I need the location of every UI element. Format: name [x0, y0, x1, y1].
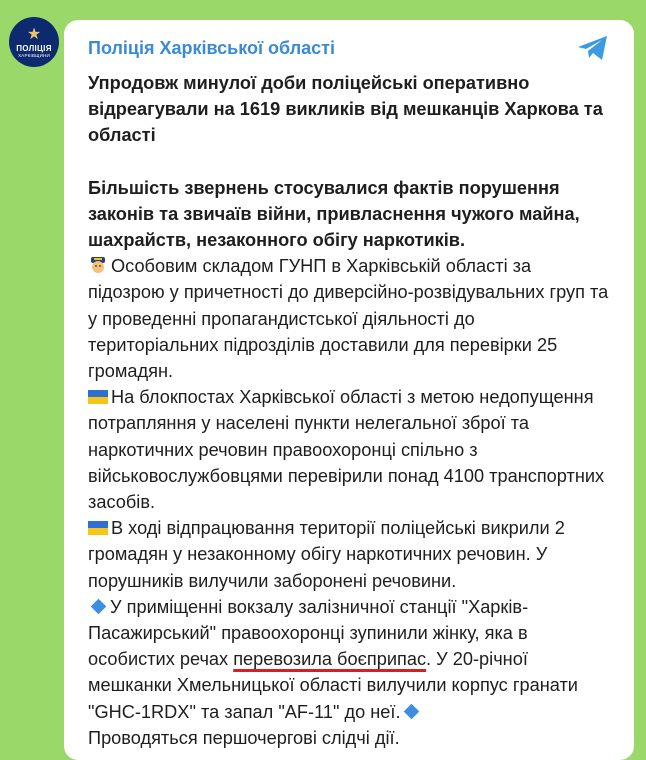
- window-edge: [636, 0, 646, 737]
- paragraph-4-start: У приміщенні вокзалу залізничної станції "Харків-Пасажирський" правоохоронці зупинили жінку, яка в особистих речах: [88, 596, 529, 670]
- police-star-icon: ★: [26, 25, 42, 43]
- paragraph-2-text: На блокпостах Харківської області з метою недопущення потрапляння у населені пункти нелегальної зброї та наркотичних речовин правоохоронці спільно з військовослужбовцями перевірили понад 4100 транспортних засобів.: [88, 387, 605, 513]
- message-summary: Більшість звернень стосувалися фактів порушення законів та звичаїв війни, привласнення чужого майна, шахрайств, незаконного обігу наркотиків.: [88, 177, 580, 251]
- highlighted-phrase: перевозила боєприпас: [233, 649, 427, 670]
- paragraph-3: [88, 515, 610, 594]
- ukraine-flag-icon: [88, 521, 108, 535]
- message-intro: Упродовж минулої доби поліцейські оперативно відреагували на 1619 викликів від мешканців Харкова та області: [88, 73, 603, 146]
- paragraph-2: [88, 384, 610, 515]
- paragraph-3-text: В ході відпрацювання території поліцейські викрили 2 громадян у незаконному обігу наркотичних речовин. У порушників вилучили заборонені речовини.: [88, 518, 565, 591]
- channel-avatar[interactable]: [9, 17, 59, 67]
- message-header: [88, 34, 610, 62]
- paragraph-4: [88, 594, 610, 725]
- telegram-share-icon[interactable]: [576, 33, 610, 63]
- avatar-text-line1: ПОЛІЦІЯ: [16, 43, 52, 53]
- blue-diamond-icon: [91, 599, 107, 615]
- message-text: [88, 70, 610, 751]
- paragraph-5: Проводяться першочергові слідчі дії.: [88, 727, 400, 748]
- blue-diamond-icon: [403, 703, 419, 719]
- message-bubble: [64, 20, 634, 760]
- channel-name[interactable]: Поліція Харківської області: [88, 37, 335, 58]
- police-officer-icon: [88, 255, 108, 275]
- paragraph-1-text: Особовим складом ГУНП в Харківській області за підозрою у причетності до диверсійно-розвідувальних груп та у проведенні пропагандистської діяльності до територіальних підрозділів доставили для перевірки 25 громадян.: [88, 256, 609, 382]
- ukraine-flag-icon: [88, 390, 108, 404]
- paragraph-1: [88, 253, 610, 384]
- avatar-text-line2: ХАРКІВЩИНИ: [18, 52, 50, 58]
- paragraph-4-end: . У 20-річної мешканки Хмельницької області вилучили корпус гранати "GHC-1RDX" та запал "AF-11" до неї.: [88, 649, 578, 722]
